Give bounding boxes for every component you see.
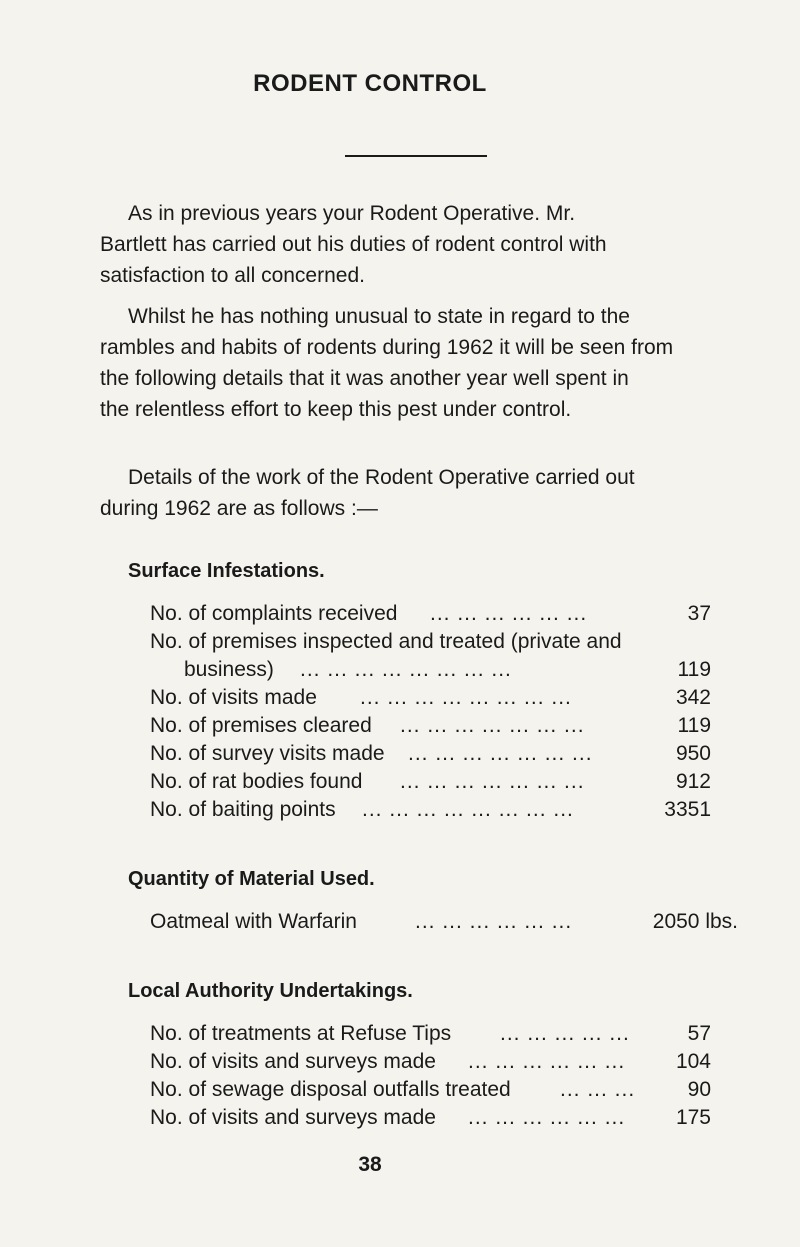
row-label: No. of visits made xyxy=(150,686,317,709)
row-label: No. of visits and surveys made xyxy=(150,1050,436,1073)
row-label: business) xyxy=(184,658,274,681)
paragraph-line: rambles and habits of rodents during 1962 it will be seen from xyxy=(100,336,674,359)
paragraph-line: As in previous years your Rodent Operative. Mr. xyxy=(128,202,576,225)
row-label: No. of premises cleared xyxy=(150,714,372,737)
leader-dots: ... ... ... ... ... ... xyxy=(415,910,573,933)
leader-dots: ... ... ... ... ... ... ... ... xyxy=(362,798,574,821)
page-title: RODENT CONTROL xyxy=(253,70,487,97)
leader-dots: ... ... ... ... ... ... ... ... xyxy=(360,686,572,709)
row-label: Oatmeal with Warfarin xyxy=(150,910,357,933)
row-label: No. of visits and surveys made xyxy=(150,1106,436,1129)
leader-dots: ... ... ... ... ... xyxy=(500,1022,630,1045)
row-value: 175 xyxy=(675,1106,711,1129)
row-label: No. of baiting points xyxy=(150,798,336,821)
table-row xyxy=(0,1076,800,1104)
table-row xyxy=(0,1104,800,1132)
paragraph-line: Details of the work of the Rodent Operative carried out xyxy=(128,466,635,489)
section-heading-local: Local Authority Undertakings. xyxy=(128,980,413,1002)
table-row xyxy=(0,628,800,656)
leader-dots: ... ... ... ... ... ... xyxy=(468,1106,626,1129)
row-label: No. of treatments at Refuse Tips xyxy=(150,1022,452,1045)
section-heading-surface: Surface Infestations. xyxy=(128,560,325,582)
table-row xyxy=(0,908,800,936)
leader-dots: ... ... ... ... ... ... ... xyxy=(400,714,585,737)
leader-dots: ... ... ... ... ... ... xyxy=(430,602,588,625)
row-label: No. of sewage disposal outfalls treated xyxy=(150,1078,511,1101)
row-value: 950 xyxy=(675,742,711,765)
row-value: 342 xyxy=(675,686,711,709)
table-row xyxy=(0,600,800,628)
table-row xyxy=(0,740,800,768)
table-row xyxy=(0,1020,800,1048)
paragraph-line: the relentless effort to keep this pest under control. xyxy=(100,398,572,421)
paragraph-line: the following details that it was another year well spent in xyxy=(100,367,629,390)
page-number: 38 xyxy=(358,1153,382,1176)
row-value: 119 xyxy=(677,658,711,681)
leader-dots: ... ... ... ... ... ... xyxy=(468,1050,626,1073)
paragraph-line: satisfaction to all concerned. xyxy=(100,264,365,287)
table-row xyxy=(0,768,800,796)
leader-dots: ... ... ... ... ... ... ... xyxy=(400,770,585,793)
leader-dots: ... ... ... ... ... ... ... xyxy=(408,742,593,765)
row-value: 57 xyxy=(687,1022,711,1045)
leader-dots: ... ... ... ... ... ... ... ... xyxy=(300,658,512,681)
leader-dots: ... ... ... xyxy=(560,1078,636,1101)
row-label: No. of rat bodies found xyxy=(150,770,363,793)
paragraph-line: Bartlett has carried out his duties of rodent control with xyxy=(100,233,607,256)
row-value: 3351 xyxy=(664,798,711,821)
table-row xyxy=(0,684,800,712)
table-row xyxy=(0,712,800,740)
row-value: 2050 lbs. xyxy=(652,910,738,933)
row-label: No. of premises inspected and treated (private and xyxy=(150,630,622,653)
row-value: 90 xyxy=(687,1078,711,1101)
table-row xyxy=(0,1048,800,1076)
table-row xyxy=(0,796,800,824)
row-value: 37 xyxy=(687,602,711,625)
row-value: 104 xyxy=(675,1050,711,1073)
row-value: 912 xyxy=(675,770,711,793)
section-heading-material: Quantity of Material Used. xyxy=(128,868,375,890)
paragraph-line: during 1962 are as follows :— xyxy=(100,497,378,520)
title-underline-rule xyxy=(345,155,487,157)
row-value: 119 xyxy=(677,714,711,737)
table-row xyxy=(0,656,800,684)
paragraph-line: Whilst he has nothing unusual to state in regard to the xyxy=(128,305,630,328)
row-label: No. of complaints received xyxy=(150,602,398,625)
row-label: No. of survey visits made xyxy=(150,742,385,765)
